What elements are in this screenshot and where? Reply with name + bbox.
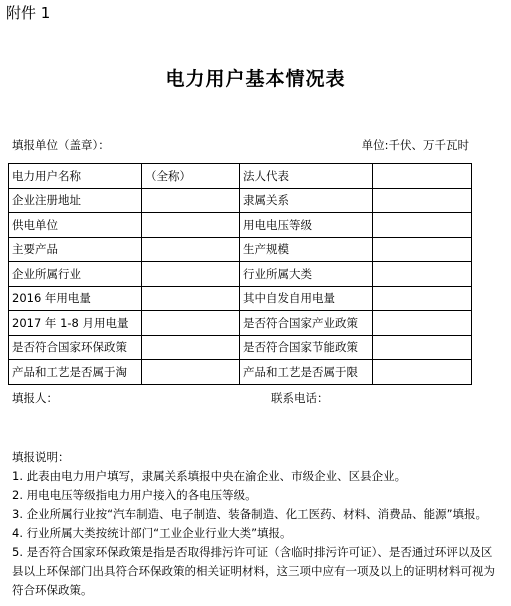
value-cell[interactable]: （全称）	[142, 164, 240, 189]
instructions-heading: 填报说明：	[12, 450, 70, 464]
row-label: 电力用户名称	[9, 164, 142, 189]
value-cell[interactable]	[373, 213, 472, 238]
row-label: 是否符合国家环保政策	[9, 335, 142, 360]
row-label: 用电电压等级	[240, 213, 373, 238]
table-row	[9, 213, 472, 238]
table-row	[9, 237, 472, 262]
instruction-item: 4. 行业所属大类按统计部门“工业企业行业大类”填报。	[12, 526, 292, 540]
row-label: 企业注册地址	[9, 188, 142, 213]
row-label: 主要产品	[9, 237, 142, 262]
instruction-item: 3. 企业所属行业按“汽车制造、电子制造、装备制造、化工医药、材料、消费品、能源”填报。	[12, 507, 488, 521]
unit-label: 单位:千伏、万千瓦时	[361, 138, 469, 152]
row-label: 其中自发自用电量	[240, 286, 373, 311]
value-cell[interactable]	[142, 237, 240, 262]
row-label: 是否符合国家节能政策	[240, 335, 373, 360]
table-row	[9, 286, 472, 311]
contact-phone-label: 联系电话：	[271, 391, 329, 405]
instructions	[12, 448, 502, 600]
instruction-item: 5. 是否符合国家环保政策是指是否取得排污许可证（含临时排污许可证）、是否通过环评以及区县以上环保部门出具符合环保政策的相关证明材料，这三项中应有一项及以上的证明材料可视为符合环保政策。	[12, 545, 495, 597]
value-cell[interactable]	[373, 188, 472, 213]
value-cell[interactable]	[142, 286, 240, 311]
table-row	[9, 164, 472, 189]
value-cell[interactable]	[373, 360, 472, 385]
table-row	[9, 188, 472, 213]
value-cell[interactable]	[373, 311, 472, 336]
user-info-table	[8, 163, 472, 385]
row-label: 企业所属行业	[9, 262, 142, 287]
attachment-label: 附件 1	[6, 4, 51, 22]
value-cell[interactable]	[373, 237, 472, 262]
filler-label: 填报人：	[12, 391, 58, 405]
value-cell[interactable]	[373, 286, 472, 311]
value-cell[interactable]	[142, 188, 240, 213]
row-label: 产品和工艺是否属于限	[240, 360, 373, 385]
row-label: 产品和工艺是否属于淘	[9, 360, 142, 385]
table-row	[9, 335, 472, 360]
instruction-item: 1. 此表由电力用户填写，隶属关系填报中央在渝企业、市级企业、区县企业。	[12, 469, 407, 483]
row-label: 供电单位	[9, 213, 142, 238]
table-row	[9, 311, 472, 336]
row-label: 2017 年 1-8 月用电量	[9, 311, 142, 336]
value-cell[interactable]	[373, 262, 472, 287]
table-row	[9, 262, 472, 287]
value-cell[interactable]	[373, 164, 472, 189]
value-cell[interactable]	[142, 311, 240, 336]
instruction-item: 2. 用电电压等级指电力用户接入的各电压等级。	[12, 488, 257, 502]
row-label: 生产规模	[240, 237, 373, 262]
row-label: 行业所属大类	[240, 262, 373, 287]
row-label: 是否符合国家产业政策	[240, 311, 373, 336]
row-label: 法人代表	[240, 164, 373, 189]
fill-unit-label: 填报单位（盖章）：	[12, 138, 110, 152]
value-cell[interactable]	[373, 335, 472, 360]
value-cell[interactable]	[142, 262, 240, 287]
value-cell[interactable]	[142, 335, 240, 360]
row-label: 隶属关系	[240, 188, 373, 213]
value-cell[interactable]	[142, 213, 240, 238]
value-cell[interactable]	[142, 360, 240, 385]
row-label: 2016 年用电量	[9, 286, 142, 311]
page-title: 电力用户基本情况表	[165, 68, 346, 90]
table-row	[9, 360, 472, 385]
